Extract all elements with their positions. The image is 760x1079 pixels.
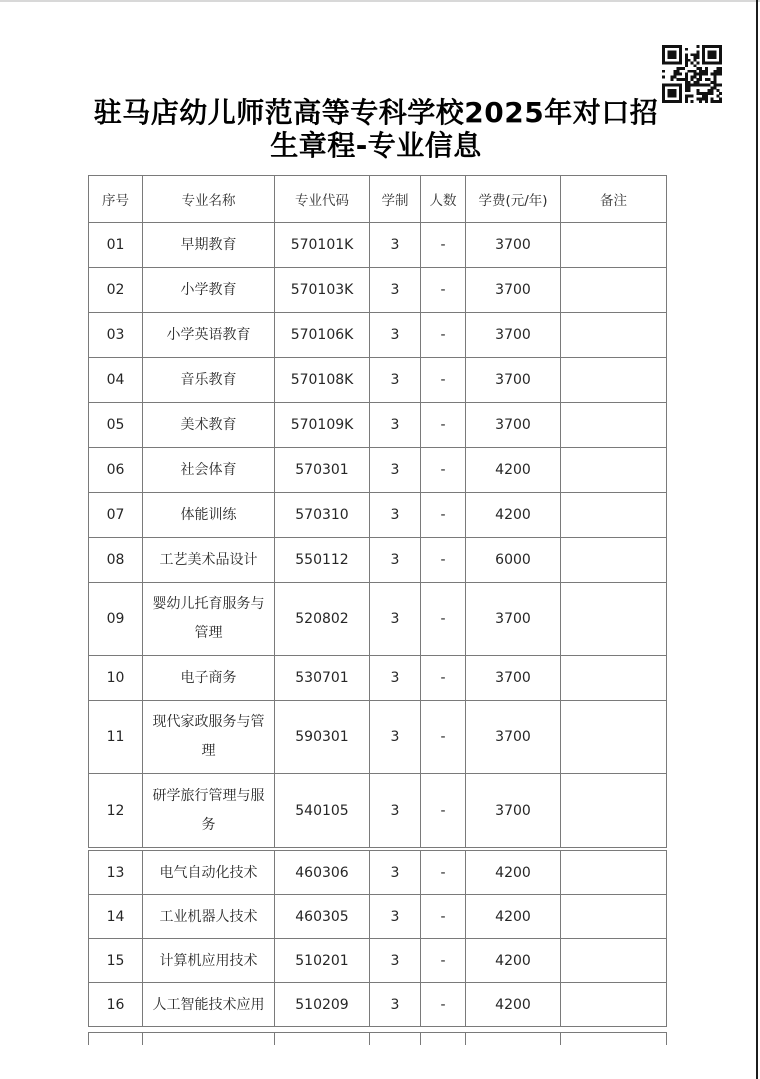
cell-value: 570103K: [290, 282, 354, 298]
cell-no: [89, 939, 143, 982]
header-cell-label: 专业代码: [295, 193, 349, 209]
cell-years: [370, 268, 421, 312]
cell-value: 社会体育: [180, 462, 237, 478]
table-header-row: [89, 176, 666, 223]
header-cell-label: 人数: [429, 193, 457, 209]
cell-value: 3: [390, 462, 400, 478]
cell-major: [143, 313, 275, 357]
cell-count: [421, 313, 466, 357]
table-row: [89, 656, 666, 701]
cell-tuition: [466, 538, 561, 582]
cell-value: -: [440, 952, 446, 969]
cell-value: 530701: [295, 670, 349, 686]
cell-value: -: [440, 507, 446, 523]
cell-tuition: [466, 358, 561, 402]
cell-code: [275, 701, 370, 773]
cell-value: 小学教育: [180, 282, 237, 298]
cell-value: 3: [390, 908, 400, 925]
cell-note: [561, 358, 666, 402]
cell-value: -: [440, 802, 446, 819]
table-row: [89, 268, 666, 313]
cell-code-empty: [275, 1033, 370, 1045]
header-cell-label: 备注: [600, 193, 627, 209]
page-title: [80, 96, 672, 162]
cell-value: 工艺美术品设计: [159, 552, 258, 568]
cell-value: -: [440, 996, 446, 1013]
cell-value: 08: [106, 552, 125, 568]
cell-value: 3700: [495, 417, 531, 433]
cell-value: 4200: [495, 507, 531, 523]
table-row: [89, 538, 666, 583]
cell-value: 音乐教育: [180, 372, 237, 388]
cell-value: 现代家政服务与管理: [152, 714, 265, 759]
cell-count: [421, 493, 466, 537]
cell-major: [143, 538, 275, 582]
cell-value: 3700: [495, 327, 531, 343]
cell-note: [561, 268, 666, 312]
cell-code: [275, 774, 370, 847]
cell-count: [421, 358, 466, 402]
cell-value: 3700: [495, 729, 531, 745]
cell-value: 12: [106, 802, 125, 819]
cell-major: [143, 358, 275, 402]
cell-major-empty: [143, 1033, 275, 1045]
cell-note: [561, 493, 666, 537]
table-row: [89, 983, 666, 1026]
cell-value: 计算机应用技术: [159, 952, 258, 969]
cell-value: 3: [390, 996, 400, 1013]
cell-major: [143, 939, 275, 982]
cell-value: 3700: [495, 372, 531, 388]
cell-value: 02: [106, 282, 125, 298]
cell-years: [370, 583, 421, 655]
cell-value: 4200: [495, 908, 531, 925]
table-row: [89, 403, 666, 448]
cell-years: [370, 313, 421, 357]
table-row: [89, 851, 666, 895]
cell-major: [143, 983, 275, 1026]
cell-value: 3: [390, 327, 400, 343]
header-cell-note: [561, 176, 666, 222]
cell-tuition: [466, 448, 561, 492]
cell-count: [421, 403, 466, 447]
cell-count: [421, 701, 466, 773]
cell-major: [143, 403, 275, 447]
cell-major: [143, 895, 275, 938]
cell-value: 3: [390, 237, 400, 253]
cell-value: 体能训练: [180, 507, 237, 523]
table-row: [89, 358, 666, 403]
cell-note: [561, 583, 666, 655]
cell-note: [561, 895, 666, 938]
cell-note: [561, 983, 666, 1026]
cell-code: [275, 223, 370, 267]
cell-no: [89, 656, 143, 700]
qr-code-icon: [662, 45, 722, 103]
page-top-edge: [0, 0, 760, 2]
cell-value: 09: [106, 611, 125, 627]
cell-no: [89, 223, 143, 267]
cell-value: 3: [390, 952, 400, 969]
cell-count: [421, 223, 466, 267]
cell-tuition: [466, 939, 561, 982]
cell-code: [275, 851, 370, 894]
cell-code: [275, 403, 370, 447]
header-cell-major: [143, 176, 275, 222]
cell-tuition: [466, 313, 561, 357]
cell-years: [370, 774, 421, 847]
cell-value: 小学英语教育: [166, 327, 251, 343]
table-row: [89, 774, 666, 847]
cell-no: [89, 313, 143, 357]
cell-code: [275, 939, 370, 982]
cell-major: [143, 223, 275, 267]
cell-value: 14: [106, 908, 125, 925]
cell-value: 10: [106, 670, 125, 686]
cell-years: [370, 448, 421, 492]
cell-tuition: [466, 493, 561, 537]
cell-value: 3: [390, 864, 400, 881]
cell-count: [421, 939, 466, 982]
cell-major: [143, 493, 275, 537]
cell-major: [143, 268, 275, 312]
cell-years: [370, 701, 421, 773]
cell-value: 06: [106, 462, 125, 478]
cell-note: [561, 223, 666, 267]
cell-years: [370, 656, 421, 700]
cell-value: 婴幼儿托育服务与管理: [152, 596, 265, 641]
header-cell-label: 学费(元/年): [478, 193, 548, 209]
cell-value: 早期教育: [180, 237, 237, 253]
cell-years: [370, 939, 421, 982]
table-row: [89, 583, 666, 656]
cell-no: [89, 583, 143, 655]
cell-value: 510209: [295, 996, 349, 1013]
cell-value: -: [440, 462, 446, 478]
cell-value: 3: [390, 611, 400, 627]
cell-value: 电气自动化技术: [159, 864, 258, 881]
cell-value: -: [440, 729, 446, 745]
cell-count: [421, 656, 466, 700]
cell-years: [370, 851, 421, 894]
cell-value: -: [440, 237, 446, 253]
cell-value: 3: [390, 670, 400, 686]
cell-code: [275, 448, 370, 492]
cell-no: [89, 538, 143, 582]
table-row: [89, 313, 666, 358]
cell-note: [561, 701, 666, 773]
table-row: [89, 939, 666, 983]
cell-value: 4200: [495, 952, 531, 969]
cell-no: [89, 895, 143, 938]
majors-table-segment-1: [88, 175, 667, 848]
cell-count: [421, 448, 466, 492]
cell-value: -: [440, 552, 446, 568]
cell-value: 3: [390, 729, 400, 745]
cell-tuition: [466, 701, 561, 773]
cell-years: [370, 493, 421, 537]
cell-value: 美术教育: [180, 417, 237, 433]
cell-value: -: [440, 670, 446, 686]
cell-value: 6000: [495, 552, 531, 568]
table-row: [89, 701, 666, 774]
cell-value: 3: [390, 282, 400, 298]
cell-value: 460306: [295, 864, 349, 881]
cell-tuition: [466, 774, 561, 847]
cell-tuition: [466, 983, 561, 1026]
header-cell-label: 序号: [102, 193, 129, 209]
cell-code: [275, 983, 370, 1026]
cell-value: 04: [106, 372, 125, 388]
cell-code: [275, 313, 370, 357]
cell-years-empty: [370, 1033, 421, 1045]
cell-value: 570310: [295, 507, 349, 523]
cell-value: -: [440, 611, 446, 627]
cell-code: [275, 538, 370, 582]
cell-years: [370, 403, 421, 447]
cell-code: [275, 656, 370, 700]
cell-value: 05: [106, 417, 125, 433]
cell-value: 工业机器人技术: [159, 908, 258, 925]
cell-years: [370, 358, 421, 402]
cell-no: [89, 403, 143, 447]
cell-no: [89, 268, 143, 312]
cell-value: 540105: [295, 802, 349, 819]
cell-value: -: [440, 417, 446, 433]
cell-value: 人工智能技术应用: [152, 996, 265, 1013]
cell-years: [370, 538, 421, 582]
cell-years: [370, 983, 421, 1026]
cell-no: [89, 774, 143, 847]
page-right-edge-line: [756, 0, 758, 1079]
cell-value: 510201: [295, 952, 349, 969]
cell-value: 3: [390, 372, 400, 388]
majors-table-segment-3-partial: [88, 1032, 667, 1045]
cell-years: [370, 895, 421, 938]
cell-no: [89, 448, 143, 492]
cell-value: 570301: [295, 462, 349, 478]
cell-note: [561, 939, 666, 982]
cell-code: [275, 358, 370, 402]
cell-value: 550112: [295, 552, 349, 568]
header-cell-count: [421, 176, 466, 222]
table-row-partial: [89, 1033, 666, 1045]
cell-value: 570101K: [290, 237, 354, 253]
cell-value: -: [440, 908, 446, 925]
cell-value: 4200: [495, 864, 531, 881]
header-cell-code: [275, 176, 370, 222]
cell-value: 4200: [495, 996, 531, 1013]
cell-value: 3700: [495, 802, 531, 819]
cell-count: [421, 851, 466, 894]
cell-note: [561, 448, 666, 492]
cell-count: [421, 538, 466, 582]
cell-code: [275, 895, 370, 938]
cell-note: [561, 656, 666, 700]
cell-tuition-empty: [466, 1033, 561, 1045]
cell-no: [89, 701, 143, 773]
cell-note: [561, 851, 666, 894]
cell-value: 520802: [295, 611, 349, 627]
cell-major: [143, 774, 275, 847]
cell-tuition: [466, 851, 561, 894]
page-title-line1: 驻马店幼儿师范高等专科学校2025年对口招: [93, 96, 659, 129]
cell-years: [370, 223, 421, 267]
table-row: [89, 448, 666, 493]
cell-note: [561, 403, 666, 447]
cell-value: 11: [106, 729, 125, 745]
header-cell-label: 专业名称: [181, 193, 236, 209]
cell-value: -: [440, 864, 446, 881]
cell-no: [89, 358, 143, 402]
cell-tuition: [466, 223, 561, 267]
cell-value: 16: [106, 996, 125, 1013]
cell-value: -: [440, 282, 446, 298]
cell-value: -: [440, 372, 446, 388]
cell-value: 01: [106, 237, 125, 253]
cell-count: [421, 774, 466, 847]
cell-major: [143, 448, 275, 492]
cell-value: 590301: [295, 729, 349, 745]
cell-value: 07: [106, 507, 125, 523]
cell-value: 13: [106, 864, 125, 881]
cell-value: 570106K: [290, 327, 354, 343]
cell-tuition: [466, 583, 561, 655]
cell-note-empty: [561, 1033, 666, 1045]
table-row: [89, 493, 666, 538]
cell-tuition: [466, 656, 561, 700]
cell-value: 15: [106, 952, 125, 969]
cell-no: [89, 493, 143, 537]
cell-value: 460305: [295, 908, 349, 925]
cell-count-empty: [421, 1033, 466, 1045]
cell-value: 4200: [495, 462, 531, 478]
cell-code: [275, 268, 370, 312]
cell-code: [275, 493, 370, 537]
cell-no-empty: [89, 1033, 143, 1045]
cell-value: 3700: [495, 611, 531, 627]
cell-count: [421, 983, 466, 1026]
cell-no: [89, 983, 143, 1026]
cell-major: [143, 851, 275, 894]
cell-count: [421, 583, 466, 655]
cell-tuition: [466, 403, 561, 447]
header-cell-no: [89, 176, 143, 222]
cell-note: [561, 538, 666, 582]
cell-no: [89, 851, 143, 894]
cell-count: [421, 895, 466, 938]
cell-count: [421, 268, 466, 312]
cell-note: [561, 313, 666, 357]
cell-value: 电子商务: [180, 670, 237, 686]
cell-value: -: [440, 327, 446, 343]
cell-value: 3700: [495, 282, 531, 298]
cell-value: 3: [390, 802, 400, 819]
cell-major: [143, 701, 275, 773]
cell-value: 03: [106, 327, 125, 343]
table-row: [89, 895, 666, 939]
header-cell-label: 学制: [381, 193, 409, 209]
cell-tuition: [466, 895, 561, 938]
cell-code: [275, 583, 370, 655]
header-cell-years: [370, 176, 421, 222]
cell-value: 研学旅行管理与服务: [152, 787, 265, 833]
cell-value: 570109K: [290, 417, 354, 433]
cell-value: 3700: [495, 237, 531, 253]
header-cell-tuition: [466, 176, 561, 222]
cell-major: [143, 583, 275, 655]
cell-value: 3: [390, 507, 400, 523]
cell-value: 3: [390, 417, 400, 433]
cell-value: 570108K: [290, 372, 354, 388]
cell-value: 3700: [495, 670, 531, 686]
cell-tuition: [466, 268, 561, 312]
cell-major: [143, 656, 275, 700]
cell-value: 3: [390, 552, 400, 568]
cell-note: [561, 774, 666, 847]
majors-table-segment-2: [88, 850, 667, 1027]
page-title-line2: 生章程-专业信息: [270, 129, 482, 162]
table-row: [89, 223, 666, 268]
